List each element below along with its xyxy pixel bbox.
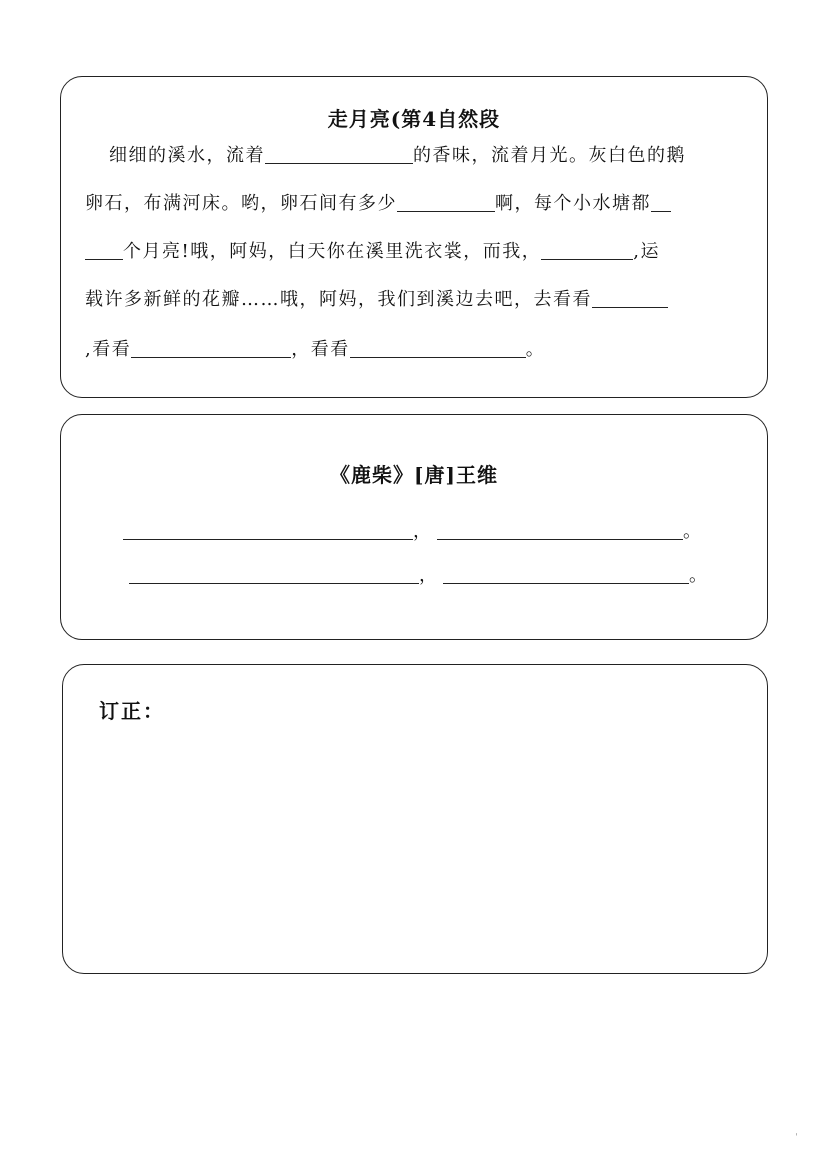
passage-text: 卵石，布满河床。哟，卵石间有多少 (85, 193, 397, 214)
passage-text: ，看看 (291, 339, 350, 360)
fill-blank[interactable] (397, 191, 495, 212)
passage-text: 细细的溪水，流着 (109, 145, 265, 166)
fill-blank[interactable] (443, 569, 689, 584)
corner-mark: ˈ (795, 1133, 798, 1144)
poem-title: 《鹿柴》[唐]王维 (330, 463, 498, 487)
passage-line-1 (109, 141, 686, 167)
fill-blank[interactable] (541, 239, 633, 260)
poem-card (60, 414, 768, 640)
fill-blank[interactable] (651, 191, 671, 212)
poem-line-2 (129, 561, 707, 587)
passage-text: 载许多新鲜的花瓣……哦，阿妈，我们到溪边去吧，去看看 (85, 289, 592, 310)
period-mark: 。 (683, 521, 701, 542)
fill-blank[interactable] (592, 287, 668, 308)
period-mark: 。 (689, 565, 707, 586)
fill-blank[interactable] (85, 239, 123, 260)
fill-blank[interactable] (265, 143, 413, 164)
passage-text: 个月亮!哦，阿妈，白天你在溪里洗衣裳，而我， (123, 241, 542, 262)
passage-card (60, 76, 768, 398)
passage-text: 。 (525, 339, 546, 360)
passage-text: 的香味，流着月光。灰白色的鹅 (413, 145, 686, 166)
fill-blank[interactable] (437, 525, 683, 540)
correction-card[interactable] (62, 664, 768, 974)
passage-title: 走月亮(第4自然段 (327, 107, 501, 131)
correction-label: 订正： (99, 699, 165, 723)
passage-line-3 (85, 237, 660, 263)
passage-text: ,运 (633, 241, 660, 262)
passage-text: ,看看 (85, 339, 132, 360)
passage-line-2 (85, 189, 671, 215)
poem-line-1 (123, 517, 701, 543)
fill-blank[interactable] (350, 337, 526, 358)
passage-line-4 (85, 285, 668, 311)
passage-line-5 (85, 335, 545, 361)
comma-mark: ， (419, 565, 437, 586)
passage-text: 啊，每个小水塘都 (495, 193, 651, 214)
fill-blank[interactable] (129, 569, 419, 584)
comma-mark: ， (413, 521, 431, 542)
fill-blank[interactable] (131, 337, 291, 358)
fill-blank[interactable] (123, 525, 413, 540)
